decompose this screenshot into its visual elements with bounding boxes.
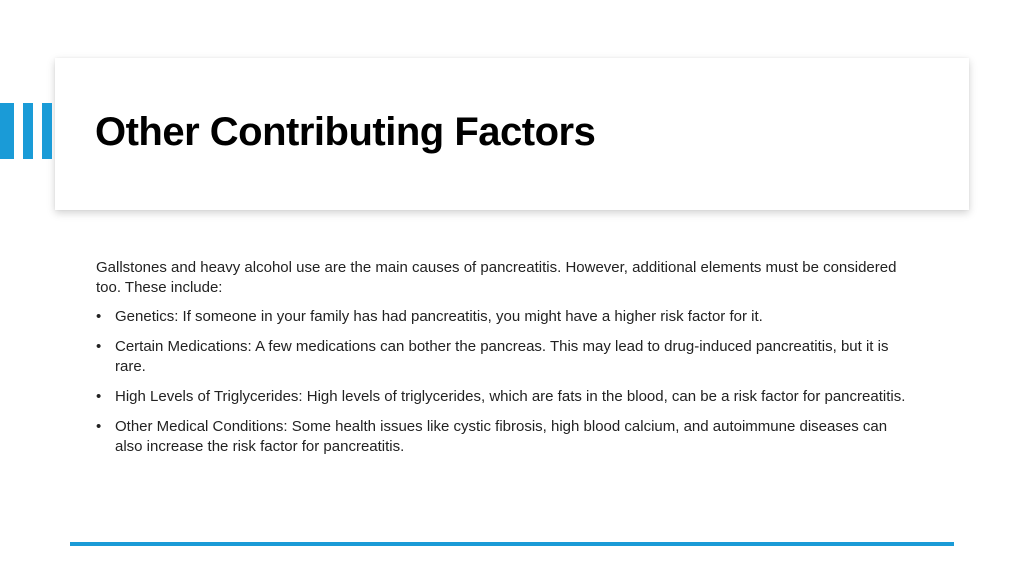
bullet-text: Genetics: If someone in your family has had pancreatitis, you might have a higher risk factor for it. [115,308,763,325]
bullet-icon: • [96,338,102,355]
bullet-text: Other Medical Conditions: Some health issues like cystic fibrosis, high blood calcium, and autoimmune diseases can also increase the risk factor for pancreatitis. [115,418,888,455]
bullet-item-genetics [96,307,916,327]
slide-body [96,258,916,467]
bullet-icon: • [96,388,102,405]
accent-bar [23,103,33,159]
bottom-accent-rule [70,542,954,546]
bullet-text: High Levels of Triglycerides: High levels of triglycerides, which are fats in the blood, can be a risk factor for pancreatitis. [115,388,906,405]
bullet-icon: • [96,308,102,325]
bullet-list [96,307,916,457]
bullet-text: Certain Medications: A few medications can bother the pancreas. This may lead to drug-induced pancreatitis, but it is rare. [115,338,889,375]
bullet-item-triglycerides [96,387,916,407]
bullet-icon: • [96,418,102,435]
accent-bar [0,103,14,159]
bullet-item-medical-conditions [96,417,916,457]
bullet-item-medications [96,337,916,377]
accent-bar [42,103,52,159]
accent-bars-decoration [0,103,56,159]
intro-paragraph: Gallstones and heavy alcohol use are the main causes of pancreatitis. However, additional elements must be considered too. These include: [96,259,897,296]
slide-title: Other Contributing Factors [95,110,596,154]
